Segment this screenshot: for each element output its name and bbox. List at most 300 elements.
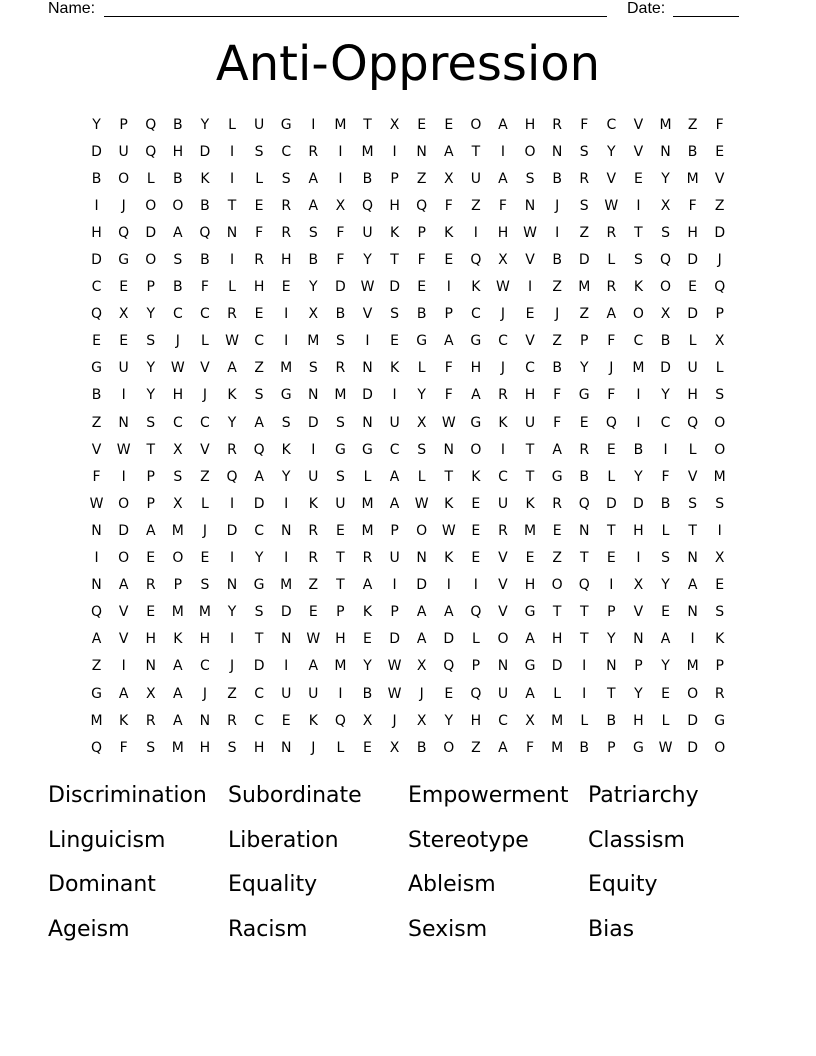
grid-letter: U bbox=[281, 685, 292, 702]
grid-letter: S bbox=[254, 604, 264, 621]
grid-letter: K bbox=[119, 712, 129, 729]
grid-letter: H bbox=[470, 360, 482, 377]
grid-letter: A bbox=[118, 685, 129, 702]
grid-letter: A bbox=[308, 658, 319, 675]
grid-letter: O bbox=[145, 252, 157, 269]
grid-letter: F bbox=[444, 387, 453, 404]
grid-letter: G bbox=[524, 604, 536, 621]
grid-letter: Q bbox=[470, 252, 482, 269]
grid-letter: M bbox=[334, 658, 347, 675]
grid-letter: V bbox=[687, 468, 698, 485]
grid-letter: E bbox=[444, 116, 454, 133]
grid-letter: Z bbox=[579, 306, 590, 323]
grid-letter: Z bbox=[91, 658, 102, 675]
grid-letter: R bbox=[552, 116, 562, 133]
grid-letter: E bbox=[606, 550, 616, 567]
grid-letter: V bbox=[200, 441, 210, 458]
grid-letter: W bbox=[523, 224, 537, 241]
grid-letter: P bbox=[146, 468, 155, 485]
grid-letter: U bbox=[497, 685, 509, 702]
grid-letter: U bbox=[497, 495, 509, 512]
grid-letter: A bbox=[254, 468, 264, 485]
grid-letter: P bbox=[444, 306, 453, 323]
grid-letter: Q bbox=[660, 252, 672, 269]
grid-letter: D bbox=[145, 224, 157, 241]
grid-letter: U bbox=[389, 550, 400, 567]
grid-letter: D bbox=[605, 495, 617, 512]
grid-letter: C bbox=[498, 468, 508, 485]
grid-letter: Y bbox=[607, 631, 616, 648]
grid-letter: I bbox=[636, 414, 641, 431]
grid-letter: H bbox=[145, 631, 156, 648]
grid-letter: A bbox=[443, 143, 454, 160]
word-list-item: Liberation bbox=[228, 827, 339, 853]
grid-letter: I bbox=[636, 550, 641, 567]
grid-letter: L bbox=[553, 685, 562, 702]
grid-letter: I bbox=[338, 685, 343, 702]
grid-letter: U bbox=[308, 468, 319, 485]
grid-letter: U bbox=[687, 360, 698, 377]
grid-letter: V bbox=[633, 116, 644, 133]
grid-letter: H bbox=[687, 387, 698, 404]
grid-letter: A bbox=[91, 631, 102, 648]
grid-letter: U bbox=[118, 143, 129, 160]
grid-letter: X bbox=[525, 712, 535, 729]
grid-letter: T bbox=[390, 252, 399, 269]
grid-letter: O bbox=[470, 116, 482, 133]
grid-letter: H bbox=[199, 631, 211, 648]
grid-letter: X bbox=[714, 333, 725, 350]
grid-letter: T bbox=[607, 685, 616, 702]
grid-letter: D bbox=[687, 739, 698, 756]
grid-letter: Y bbox=[281, 468, 291, 485]
word-list-item: Patriarchy bbox=[588, 783, 699, 808]
grid-letter: O bbox=[145, 197, 157, 214]
grid-letter: L bbox=[201, 495, 209, 512]
grid-letter: J bbox=[202, 387, 207, 404]
grid-letter: H bbox=[633, 522, 644, 539]
grid-letter: I bbox=[527, 279, 533, 296]
grid-letter: T bbox=[363, 116, 372, 133]
grid-letter: A bbox=[145, 522, 156, 539]
grid-letter: S bbox=[661, 550, 670, 567]
grid-letter: J bbox=[500, 306, 506, 323]
grid-letter: V bbox=[498, 577, 508, 594]
grid-letter: F bbox=[688, 197, 697, 214]
word-list-item: Empowerment bbox=[408, 783, 569, 808]
grid-letter: Z bbox=[254, 360, 264, 377]
grid-letter: S bbox=[146, 739, 156, 756]
grid-letter: H bbox=[687, 224, 698, 241]
puzzle-title: Anti-Oppression bbox=[215, 36, 601, 92]
grid-letter: T bbox=[607, 522, 616, 539]
grid-letter: D bbox=[389, 631, 400, 648]
grid-letter: K bbox=[200, 170, 210, 187]
grid-letter: X bbox=[173, 441, 183, 458]
grid-letter: H bbox=[524, 116, 536, 133]
grid-letter: Q bbox=[253, 441, 265, 458]
grid-letter: Q bbox=[199, 224, 211, 241]
grid-letter: Q bbox=[687, 414, 699, 431]
grid-letter: Q bbox=[416, 197, 428, 214]
grid-letter: R bbox=[227, 441, 237, 458]
grid-letter: B bbox=[91, 170, 102, 187]
grid-letter: I bbox=[473, 224, 478, 241]
word-list-item: Linguicism bbox=[48, 827, 166, 853]
grid-letter: N bbox=[308, 387, 319, 404]
grid-letter: F bbox=[336, 224, 345, 241]
grid-letter: J bbox=[717, 252, 722, 269]
grid-letter: R bbox=[335, 360, 346, 377]
word-list-item: Dominant bbox=[48, 872, 156, 897]
grid-letter: G bbox=[551, 468, 563, 485]
grid-letter: L bbox=[228, 116, 236, 133]
grid-letter: H bbox=[91, 224, 102, 241]
grid-letter: Y bbox=[254, 550, 264, 567]
grid-letter: G bbox=[280, 116, 292, 133]
grid-letter: R bbox=[579, 170, 590, 187]
grid-letter: E bbox=[633, 170, 643, 187]
grid-letter: R bbox=[227, 306, 237, 323]
grid-letter: A bbox=[173, 685, 183, 702]
grid-letter: O bbox=[687, 685, 699, 702]
grid-letter: X bbox=[308, 306, 319, 323]
grid-letter: Y bbox=[92, 116, 101, 133]
grid-letter: R bbox=[606, 224, 617, 241]
grid-letter: L bbox=[201, 333, 209, 350]
grid-letter: P bbox=[336, 604, 345, 621]
grid-letter: S bbox=[525, 170, 535, 187]
grid-letter: I bbox=[284, 333, 289, 350]
grid-letter: N bbox=[280, 739, 292, 756]
grid-letter: O bbox=[714, 441, 726, 458]
grid-letter: I bbox=[229, 495, 235, 512]
grid-letter: B bbox=[579, 468, 590, 485]
grid-letter: G bbox=[334, 441, 346, 458]
grid-letter: I bbox=[338, 143, 343, 160]
grid-letter: B bbox=[552, 360, 562, 377]
grid-letter: M bbox=[524, 522, 537, 539]
grid-letter: P bbox=[119, 116, 128, 133]
grid-letter: I bbox=[609, 577, 614, 594]
grid-letter: C bbox=[254, 712, 264, 729]
grid-letter: W bbox=[414, 495, 429, 512]
grid-letter: E bbox=[661, 685, 670, 702]
grid-letter: D bbox=[307, 414, 319, 431]
grid-letter: S bbox=[417, 441, 427, 458]
grid-letter: E bbox=[119, 279, 129, 296]
grid-letter: G bbox=[470, 333, 482, 350]
grid-letter: S bbox=[254, 387, 264, 404]
grid-letter: Y bbox=[146, 306, 156, 323]
grid-letter: R bbox=[281, 224, 292, 241]
grid-letter: Q bbox=[145, 143, 157, 160]
grid-letter: K bbox=[389, 360, 400, 377]
grid-letter: O bbox=[443, 739, 455, 756]
grid-letter: I bbox=[311, 441, 316, 458]
grid-letter: Q bbox=[118, 224, 130, 241]
grid-letter: F bbox=[661, 468, 670, 485]
grid-letter: E bbox=[200, 550, 210, 567]
grid-letter: N bbox=[91, 522, 102, 539]
grid-letter: L bbox=[228, 279, 236, 296]
grid-letter: O bbox=[118, 170, 130, 187]
grid-letter: E bbox=[444, 252, 454, 269]
grid-letter: J bbox=[202, 685, 207, 702]
grid-letter: I bbox=[311, 116, 316, 133]
grid-letter: B bbox=[660, 495, 671, 512]
grid-letter: M bbox=[307, 333, 320, 350]
grid-letter: I bbox=[473, 577, 478, 594]
grid-letter: E bbox=[92, 333, 101, 350]
grid-letter: K bbox=[525, 495, 535, 512]
grid-letter: S bbox=[200, 577, 210, 594]
grid-letter: C bbox=[254, 333, 264, 350]
grid-letter: G bbox=[578, 387, 590, 404]
grid-letter: U bbox=[362, 224, 373, 241]
grid-letter: M bbox=[90, 712, 103, 729]
grid-letter: T bbox=[254, 631, 264, 648]
grid-letter: K bbox=[444, 550, 454, 567]
grid-letter: J bbox=[311, 739, 316, 756]
grid-letter: W bbox=[441, 522, 456, 539]
grid-letter: I bbox=[121, 658, 126, 675]
grid-letter: Q bbox=[714, 279, 726, 296]
grid-letter: G bbox=[714, 712, 726, 729]
grid-letter: S bbox=[281, 414, 291, 431]
grid-letter: W bbox=[496, 279, 510, 296]
grid-letter: S bbox=[579, 197, 589, 214]
grid-letter: S bbox=[146, 333, 156, 350]
grid-letter: A bbox=[173, 658, 183, 675]
grid-letter: A bbox=[471, 387, 481, 404]
grid-letter: I bbox=[446, 279, 451, 296]
grid-letter: E bbox=[390, 333, 399, 350]
grid-letter: N bbox=[362, 360, 373, 377]
grid-letter: I bbox=[582, 685, 587, 702]
grid-letter: Y bbox=[661, 658, 670, 675]
grid-letter: F bbox=[553, 414, 562, 431]
grid-letter: N bbox=[497, 658, 509, 675]
grid-letter: R bbox=[145, 712, 156, 729]
grid-letter: Z bbox=[687, 116, 698, 133]
grid-letter: W bbox=[306, 631, 321, 648]
grid-letter: F bbox=[200, 279, 209, 296]
grid-letter: N bbox=[633, 631, 644, 648]
grid-letter: B bbox=[687, 143, 698, 160]
grid-letter: Q bbox=[91, 306, 103, 323]
grid-letter: J bbox=[202, 522, 207, 539]
grid-letter: F bbox=[580, 116, 589, 133]
grid-letter: K bbox=[281, 441, 291, 458]
grid-letter: B bbox=[362, 685, 373, 702]
grid-letter: I bbox=[94, 197, 99, 214]
grid-letter: H bbox=[389, 197, 400, 214]
grid-letter: B bbox=[579, 739, 590, 756]
grid-letter: O bbox=[632, 306, 644, 323]
grid-letter: E bbox=[417, 279, 427, 296]
grid-letter: C bbox=[254, 522, 264, 539]
grid-letter: J bbox=[555, 306, 560, 323]
grid-letter: D bbox=[687, 712, 698, 729]
grid-letter: H bbox=[253, 279, 265, 296]
grid-letter: Y bbox=[363, 252, 372, 269]
grid-letter: K bbox=[389, 224, 400, 241]
grid-letter: E bbox=[363, 631, 372, 648]
grid-letter: I bbox=[229, 252, 235, 269]
grid-letter: M bbox=[361, 522, 374, 539]
grid-letter: I bbox=[365, 333, 370, 350]
grid-letter: R bbox=[227, 712, 237, 729]
grid-letter: E bbox=[471, 495, 481, 512]
grid-letter: H bbox=[172, 387, 184, 404]
grid-letter: F bbox=[607, 333, 616, 350]
grid-letter: F bbox=[553, 387, 562, 404]
grid-letter: A bbox=[254, 414, 264, 431]
grid-letter: I bbox=[690, 631, 695, 648]
grid-letter: Y bbox=[661, 577, 670, 594]
grid-letter: L bbox=[688, 441, 697, 458]
grid-letter: I bbox=[500, 143, 506, 160]
grid-letter: Q bbox=[145, 116, 157, 133]
grid-letter: A bbox=[660, 631, 671, 648]
grid-letter: G bbox=[91, 360, 102, 377]
grid-letter: E bbox=[525, 306, 535, 323]
grid-letter: V bbox=[606, 170, 617, 187]
grid-letter: W bbox=[360, 279, 375, 296]
word-list-item: Stereotype bbox=[408, 827, 529, 853]
grid-letter: Q bbox=[334, 712, 346, 729]
word-list-item: Ableism bbox=[408, 872, 496, 897]
grid-letter: V bbox=[200, 360, 210, 377]
word-list-item: Equality bbox=[228, 872, 318, 897]
grid-letter: F bbox=[255, 224, 264, 241]
grid-letter: R bbox=[552, 495, 562, 512]
grid-letter: Y bbox=[444, 712, 454, 729]
grid-letter: M bbox=[361, 143, 374, 160]
grid-letter: U bbox=[524, 414, 536, 431]
grid-letter: B bbox=[606, 712, 617, 729]
grid-letter: A bbox=[525, 685, 535, 702]
grid-letter: A bbox=[687, 577, 698, 594]
grid-letter: E bbox=[661, 604, 670, 621]
grid-letter: Y bbox=[634, 685, 643, 702]
grid-letter: Z bbox=[471, 739, 481, 756]
grid-letter: A bbox=[389, 495, 400, 512]
grid-letter: M bbox=[280, 360, 293, 377]
date-blank-line bbox=[673, 16, 739, 17]
grid-letter: R bbox=[579, 441, 590, 458]
grid-letter: D bbox=[91, 252, 102, 269]
grid-letter: R bbox=[308, 550, 319, 567]
grid-letter: M bbox=[361, 495, 374, 512]
grid-letter: W bbox=[441, 414, 456, 431]
grid-letter: L bbox=[417, 360, 426, 377]
grid-letter: L bbox=[471, 631, 480, 648]
grid-letter: S bbox=[335, 468, 345, 485]
word-list-item: Ageism bbox=[48, 916, 130, 942]
grid-letter: T bbox=[444, 468, 454, 485]
grid-letter: B bbox=[633, 441, 644, 458]
letter-grid bbox=[83, 111, 733, 761]
grid-letter: D bbox=[389, 279, 400, 296]
grid-letter: K bbox=[471, 279, 481, 296]
grid-letter: X bbox=[145, 685, 156, 702]
grid-letter: M bbox=[578, 279, 591, 296]
grid-letter: S bbox=[661, 224, 670, 241]
grid-letter: D bbox=[660, 360, 671, 377]
grid-letter: X bbox=[660, 197, 671, 214]
grid-letter: V bbox=[525, 333, 535, 350]
grid-letter: M bbox=[171, 604, 184, 621]
grid-letter: N bbox=[118, 414, 129, 431]
word-list bbox=[48, 776, 788, 954]
grid-letter: Q bbox=[91, 604, 103, 621]
grid-letter: F bbox=[526, 739, 535, 756]
grid-letter: D bbox=[416, 577, 428, 594]
grid-letter: M bbox=[632, 360, 645, 377]
word-list-item: Bias bbox=[588, 916, 635, 942]
grid-letter: Z bbox=[552, 550, 562, 567]
grid-letter: E bbox=[688, 279, 698, 296]
grid-letter: D bbox=[687, 252, 698, 269]
grid-letter: N bbox=[145, 658, 156, 675]
grid-letter: Y bbox=[661, 170, 670, 187]
grid-letter: O bbox=[660, 279, 672, 296]
grid-letter: B bbox=[200, 197, 210, 214]
grid-letter: U bbox=[335, 495, 346, 512]
grid-letter: M bbox=[659, 116, 672, 133]
grid-letter: C bbox=[91, 279, 102, 296]
grid-letter: D bbox=[714, 224, 726, 241]
grid-letter: Z bbox=[91, 414, 102, 431]
grid-letter: S bbox=[146, 414, 156, 431]
grid-letter: T bbox=[579, 631, 589, 648]
grid-letter: V bbox=[633, 604, 644, 621]
grid-letter: K bbox=[444, 495, 454, 512]
grid-letter: H bbox=[253, 739, 265, 756]
grid-letter: A bbox=[308, 197, 319, 214]
grid-letter: P bbox=[715, 306, 724, 323]
grid-letter: S bbox=[390, 306, 400, 323]
grid-letter: C bbox=[633, 333, 644, 350]
grid-letter: R bbox=[254, 252, 264, 269]
grid-letter: S bbox=[308, 224, 318, 241]
grid-letter: A bbox=[227, 360, 237, 377]
grid-letter: V bbox=[525, 252, 535, 269]
grid-letter: W bbox=[89, 495, 104, 512]
grid-letter: E bbox=[254, 197, 264, 214]
grid-letter: B bbox=[335, 306, 346, 323]
grid-letter: G bbox=[524, 658, 536, 675]
grid-letter: K bbox=[227, 387, 237, 404]
grid-letter: Q bbox=[578, 577, 590, 594]
grid-letter: T bbox=[525, 468, 535, 485]
grid-letter: R bbox=[362, 550, 373, 567]
grid-letter: P bbox=[417, 224, 426, 241]
grid-letter: A bbox=[416, 631, 427, 648]
grid-letter: P bbox=[634, 658, 643, 675]
grid-letter: M bbox=[686, 658, 699, 675]
grid-letter: C bbox=[281, 143, 292, 160]
grid-letter: N bbox=[660, 143, 671, 160]
grid-letter: I bbox=[284, 550, 289, 567]
word-list-item: Sexism bbox=[408, 916, 488, 942]
grid-letter: F bbox=[336, 252, 345, 269]
grid-letter: H bbox=[633, 712, 644, 729]
grid-letter: C bbox=[200, 414, 210, 431]
grid-letter: L bbox=[607, 468, 616, 485]
